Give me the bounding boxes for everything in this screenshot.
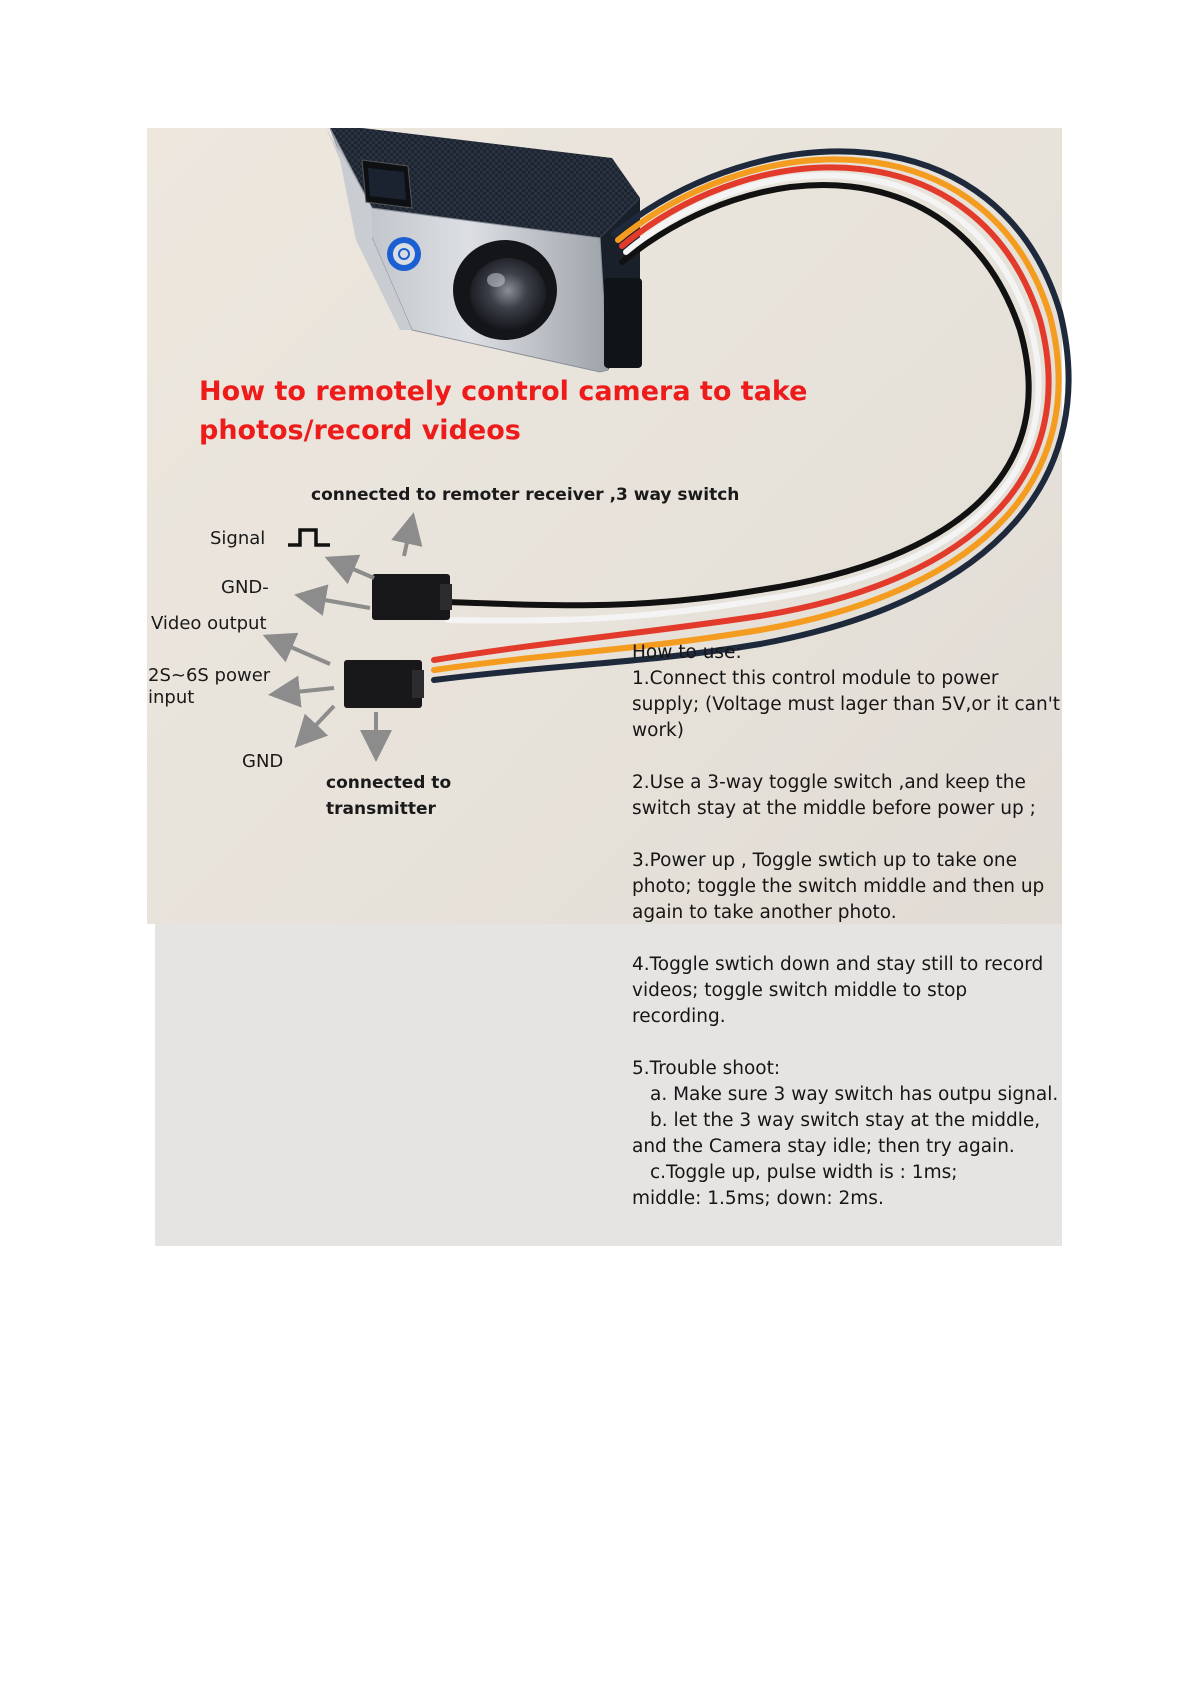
video-output-label: Video output [151,613,267,634]
step-2-line-2: switch stay at the middle before power up ; [632,798,1036,819]
instructions-title: How to use: [632,642,742,663]
step-5-item-c-line-2: middle: 1.5ms; down: 2ms. [632,1188,884,1209]
receiver-connector [372,574,452,620]
step-1-line-2: supply; (Voltage must lager than 5V,or it can't [632,694,1061,715]
gnd-label: GND [242,751,284,772]
power-input-label [148,665,270,709]
step-3-line-2: photo; toggle the switch middle and then up [632,876,1045,897]
step-3-line-3: again to take another photo. [632,902,897,923]
action-camera [326,128,642,372]
step-3-line-1: 3.Power up , Toggle swtich up to take one [632,850,1018,871]
transmitter-label [326,770,451,822]
transmitter-line-2: transmitter [326,799,436,819]
pointer-arrows [270,520,412,754]
power-input-line-1: 2S~6S power [148,665,271,686]
step-4 [632,952,1062,1030]
step-5-item-c-line-1: c.Toggle up, pulse width is : 1ms; [650,1162,958,1183]
page-heading [199,372,819,450]
step-2-line-1: 2.Use a 3-way toggle switch ,and keep the [632,772,1026,793]
transmitter-line-1: connected to [326,773,452,793]
step-4-line-2: videos; toggle switch middle to stop recording. [632,980,968,1027]
step-5-item-b-line-1: b. let the 3 way switch stay at the middle, [650,1110,1041,1131]
signal-label: Signal [210,528,266,549]
power-input-line-2: input [148,687,195,708]
heading-line-1: How to remotely control camera to take [199,376,808,407]
step-5 [632,1056,1062,1212]
transmitter-connector [344,660,424,708]
pwm-signal-icon [288,530,330,545]
step-1-line-3: work) [632,720,684,741]
step-5-line-1: 5.Trouble shoot: [632,1058,781,1079]
gnd-minus-label: GND- [221,577,269,598]
step-3 [632,848,1062,926]
step-1-line-1: 1.Connect this control module to power [632,668,999,689]
step-1 [632,666,1062,744]
step-4-line-1: 4.Toggle swtich down and stay still to record [632,954,1044,975]
step-2 [632,770,1062,822]
receiver-label: connected to remoter receiver ,3 way switch [311,485,740,505]
how-to-use-instructions [632,640,1062,1238]
heading-line-2: photos/record videos [199,415,521,446]
step-5-item-b-line-2: and the Camera stay idle; then try again. [632,1136,1015,1157]
step-5-item-a: a. Make sure 3 way switch has outpu signal. [650,1084,1059,1105]
